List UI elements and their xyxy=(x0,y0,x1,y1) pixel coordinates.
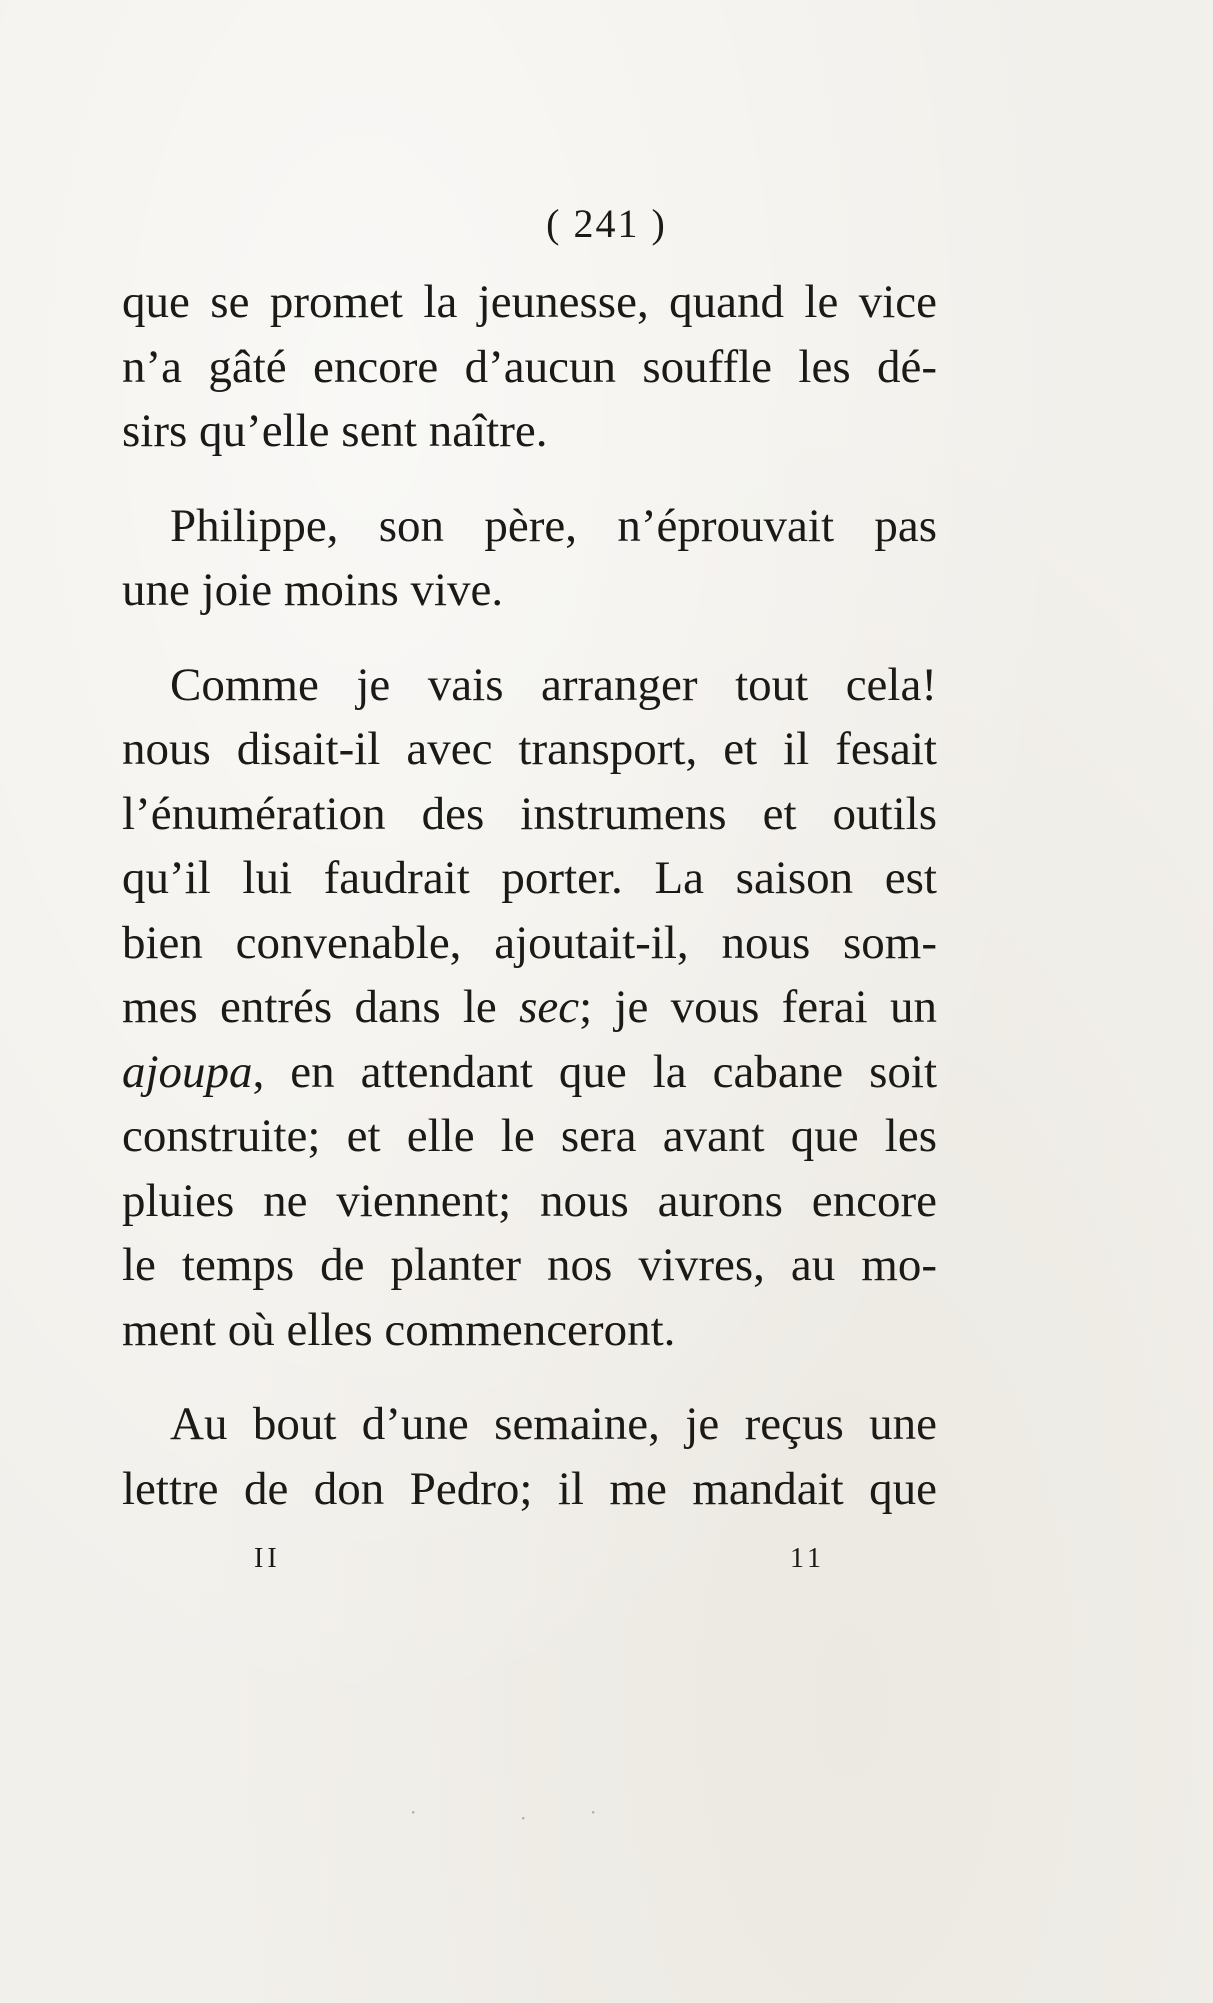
text-line: lettre de don Pedro; il me mandait que xyxy=(122,1462,937,1515)
text-line: construite; et elle le sera avant que les xyxy=(122,1110,937,1162)
text-fragment: mes entrés dans le xyxy=(122,981,520,1033)
signature-mark-right: 11 xyxy=(790,1543,825,1574)
text-line: Philippe, son père, n’éprouvait pas xyxy=(170,499,937,552)
paper-speck: · xyxy=(590,1800,597,1824)
text-fragment: ; je vous ferai un xyxy=(579,981,937,1033)
text-line: ment où elles commenceront. xyxy=(122,1303,676,1356)
text-line: que se promet la jeunesse, quand le vice xyxy=(122,276,937,328)
text-line-with-italic xyxy=(122,1040,937,1105)
body-text xyxy=(122,270,937,1521)
text-fragment: , en attendant que la cabane soit xyxy=(252,1045,937,1098)
text-line: n’a gâté encore d’aucun souffle les dé- xyxy=(122,340,937,393)
paper-speck: · xyxy=(410,1800,417,1824)
text-line: l’énumération des instrumens et outils xyxy=(122,787,937,840)
italic-word: sec xyxy=(519,981,580,1033)
text-line: sirs qu’elle sent naître. xyxy=(122,405,548,457)
text-line: nous disait-il avec transport, et il fesait xyxy=(122,723,937,775)
page-number: ( 241 ) xyxy=(546,201,667,246)
text-line: Au bout d’une semaine, je reçus une xyxy=(170,1398,937,1450)
text-line: Comme je vais arranger tout cela! xyxy=(170,658,937,711)
text-line: bien convenable, ajoutait-il, nous som- xyxy=(122,916,937,969)
text-line: qu’il lui faudrait porter. La saison est xyxy=(122,852,937,904)
paragraph-gap xyxy=(122,464,937,494)
text-line: pluies ne viennent; nous aurons encore xyxy=(122,1174,937,1227)
italic-word: ajoupa xyxy=(122,1045,253,1098)
paper-speck: · xyxy=(520,1806,527,1830)
text-line: une joie moins vive. xyxy=(122,564,504,616)
paragraph-gap xyxy=(122,1362,937,1392)
text-line: le temps de planter nos vivres, au mo- xyxy=(122,1239,937,1291)
paragraph-gap xyxy=(122,623,937,653)
text-line-with-italic xyxy=(122,975,937,1040)
signature-mark-left: II xyxy=(254,1543,281,1574)
